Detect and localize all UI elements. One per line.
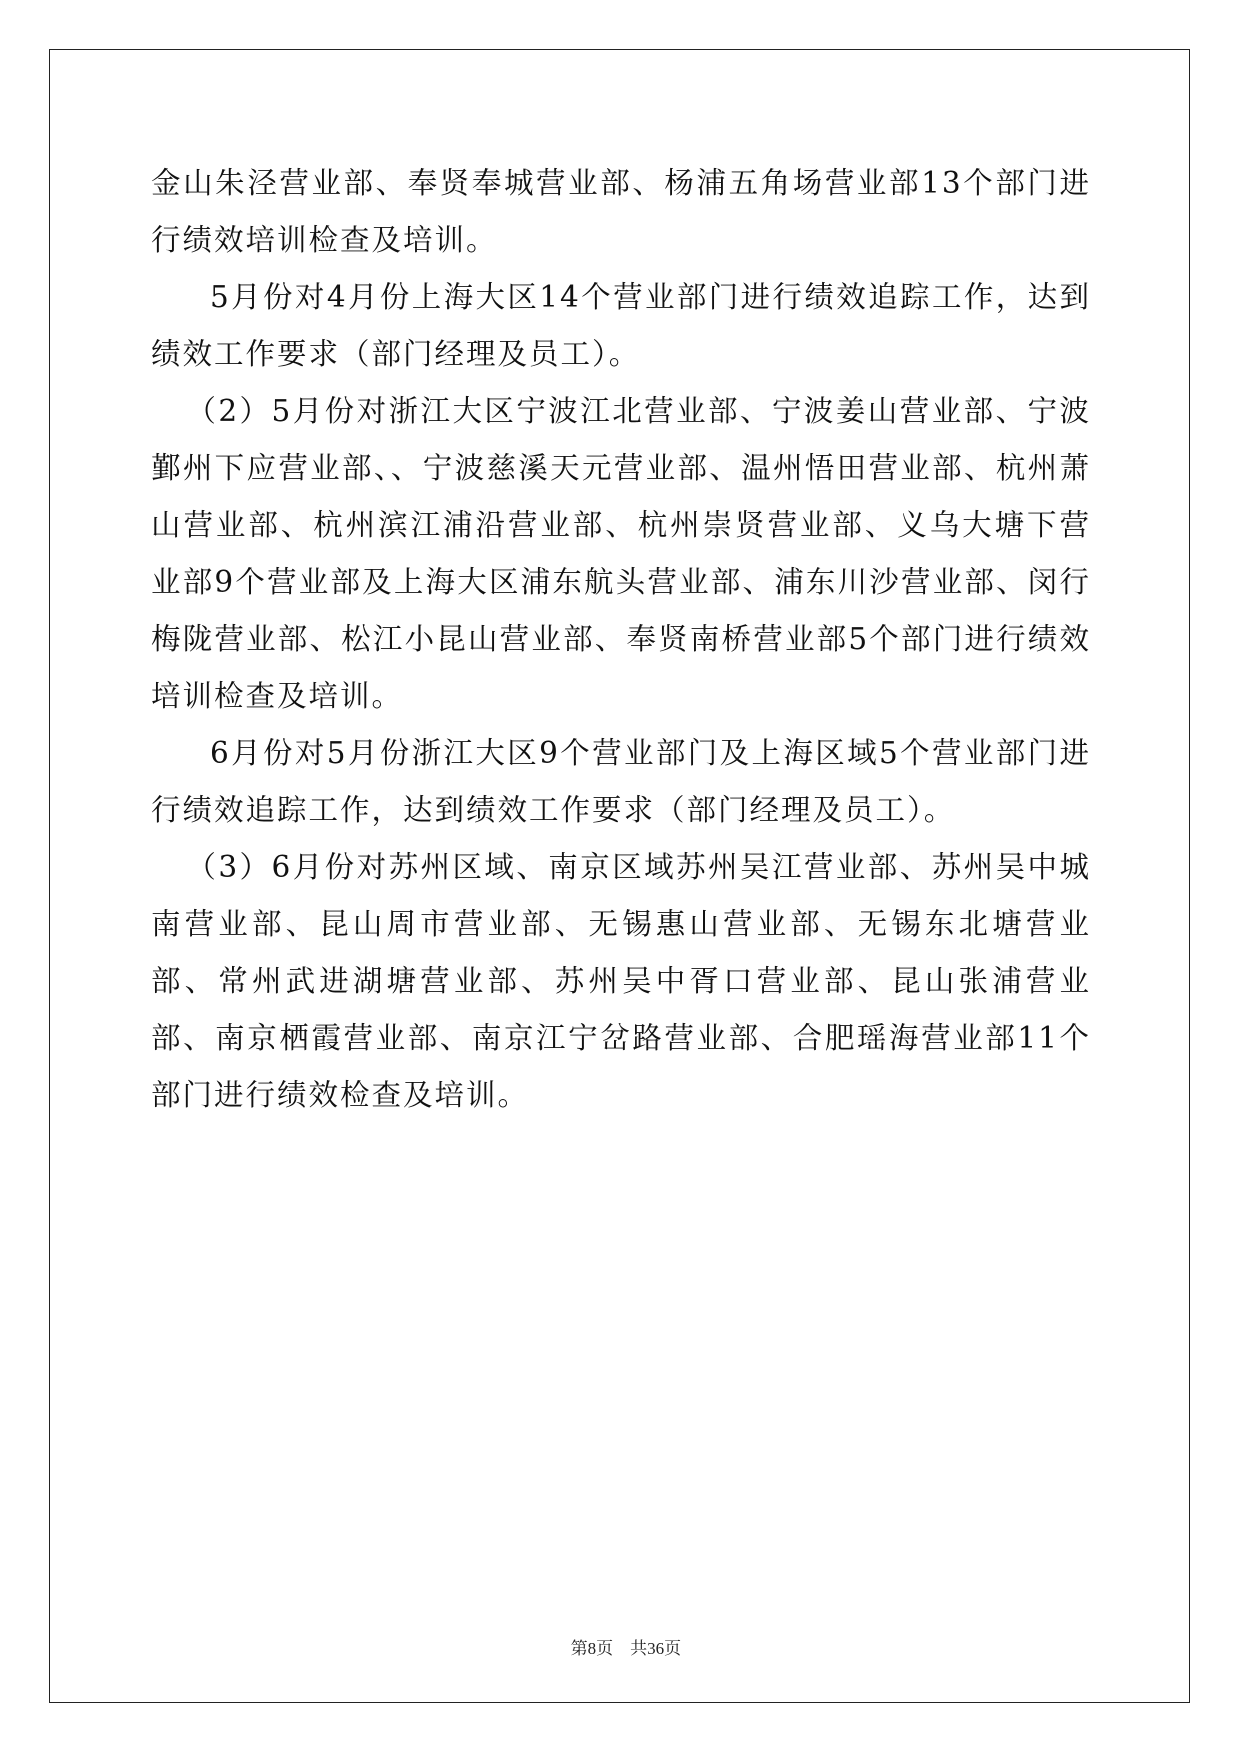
document-body bbox=[151, 155, 1091, 1124]
page-number-footer bbox=[0, 1614, 1241, 1659]
paragraph-5: （3）6月份对苏州区域、南京区域苏州吴江营业部、苏州吴中城南营业部、昆山周市营业部、无锡惠山营业部、无锡东北塘营业部、常州武进湖塘营业部、苏州吴中胥口营业部、昆山张浦营业部、南京栖霞营业部、南京江宁岔路营业部、合肥瑶海营业部11个部门进行绩效检查及培训。 bbox=[151, 850, 1091, 1112]
paragraph-4: 6月份对5月份浙江大区9个营业部门及上海区域5个营业部门进行绩效追踪工作，达到绩效工作要求（部门经理及员工）。 bbox=[151, 736, 1091, 827]
paragraph-1: 金山朱泾营业部、奉贤奉城营业部、杨浦五角场营业部13个部门进行绩效培训检查及培训。 bbox=[151, 166, 1091, 257]
paragraph-2: 5月份对4月份上海大区14个营业部门进行绩效追踪工作，达到绩效工作要求（部门经理及员工）。 bbox=[151, 280, 1091, 371]
page-number-label: 第8页 共36页 bbox=[570, 1639, 682, 1658]
paragraph-3: （2）5月份对浙江大区宁波江北营业部、宁波姜山营业部、宁波鄞州下应营业部、、宁波慈溪天元营业部、温州悟田营业部、杭州萧山营业部、杭州滨江浦沿营业部、杭州崇贤营业部、义乌大塘下营业部9个营业部及上海大区浦东航头营业部、浦东川沙营业部、闵行梅陇营业部、松江小昆山营业部、奉贤南桥营业部5个部门进行绩效培训检查及培训。 bbox=[151, 394, 1091, 713]
